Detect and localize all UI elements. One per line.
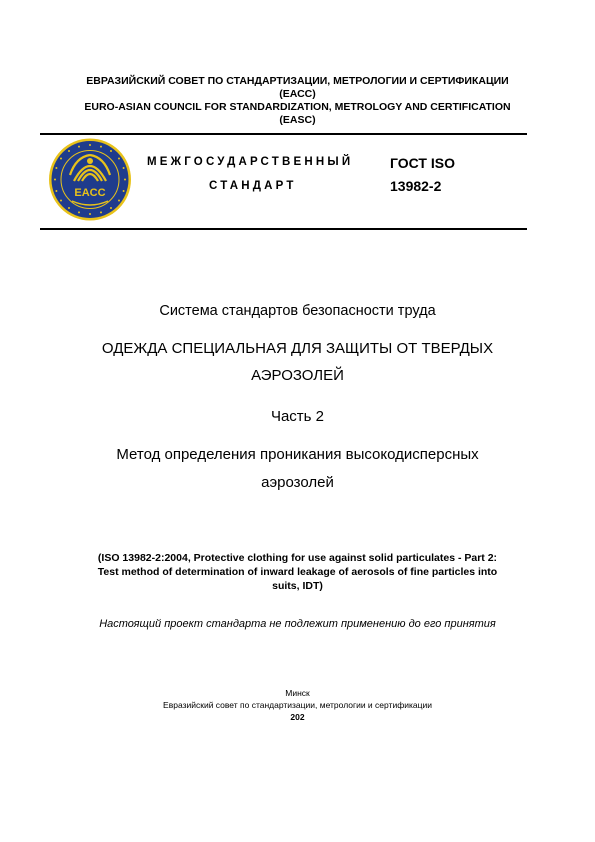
iso-reference-line2: Test method of determination of inward leakage of aerosols of fine particles into [97,566,498,578]
header-bottom-rule [40,228,527,230]
draft-note: Настоящий проект стандарта не подлежит применению до его принятия [99,618,496,630]
footer-organization: Евразийский совет по стандартизации, метрологии и сертификации [163,700,432,710]
council-abbr-ru: (ЕАСС) [279,88,316,100]
main-title-line2: АЭРОЗОЛЕЙ [251,367,344,384]
council-name-ru: ЕВРАЗИЙСКИЙ СОВЕТ ПО СТАНДАРТИЗАЦИИ, МЕТРОЛОГИИ И СЕРТИФИКАЦИИ [86,75,509,87]
standard-type-line2: СТАНДАРТ [209,180,297,192]
method-title-line2: аэрозолей [261,474,334,491]
method-title-line1: Метод определения проникания высокодисперсных [116,446,479,463]
council-abbr-en: (EASC) [279,114,316,126]
footer-city: Минск [285,688,310,698]
system-title: Система стандартов безопасности труда [159,303,436,319]
iso-reference-line1: (ISO 13982-2:2004, Protective clothing for use against solid particulates - Part 2: [97,552,498,564]
logo-center-text: EACC [74,187,106,199]
eacc-logo-emblem [46,137,134,222]
main-title-line1: ОДЕЖДА СПЕЦИАЛЬНАЯ ДЛЯ ЗАЩИТЫ ОТ ТВЕРДЫХ [101,340,494,357]
council-name-en: EURO-ASIAN COUNCIL FOR STANDARDIZATION, METROLOGY AND CERTIFICATION [84,101,511,113]
part-title: Часть 2 [270,408,325,425]
iso-reference-line3: suits, IDT) [272,580,323,592]
footer-year: 202 [290,712,305,722]
standard-code-line1: ГОСТ ISO [390,155,455,171]
standard-code-line2: 13982-2 [390,178,442,194]
header-top-rule [40,133,527,135]
standard-type-line1: МЕЖГОСУДАРСТВЕННЫЙ [147,156,354,168]
